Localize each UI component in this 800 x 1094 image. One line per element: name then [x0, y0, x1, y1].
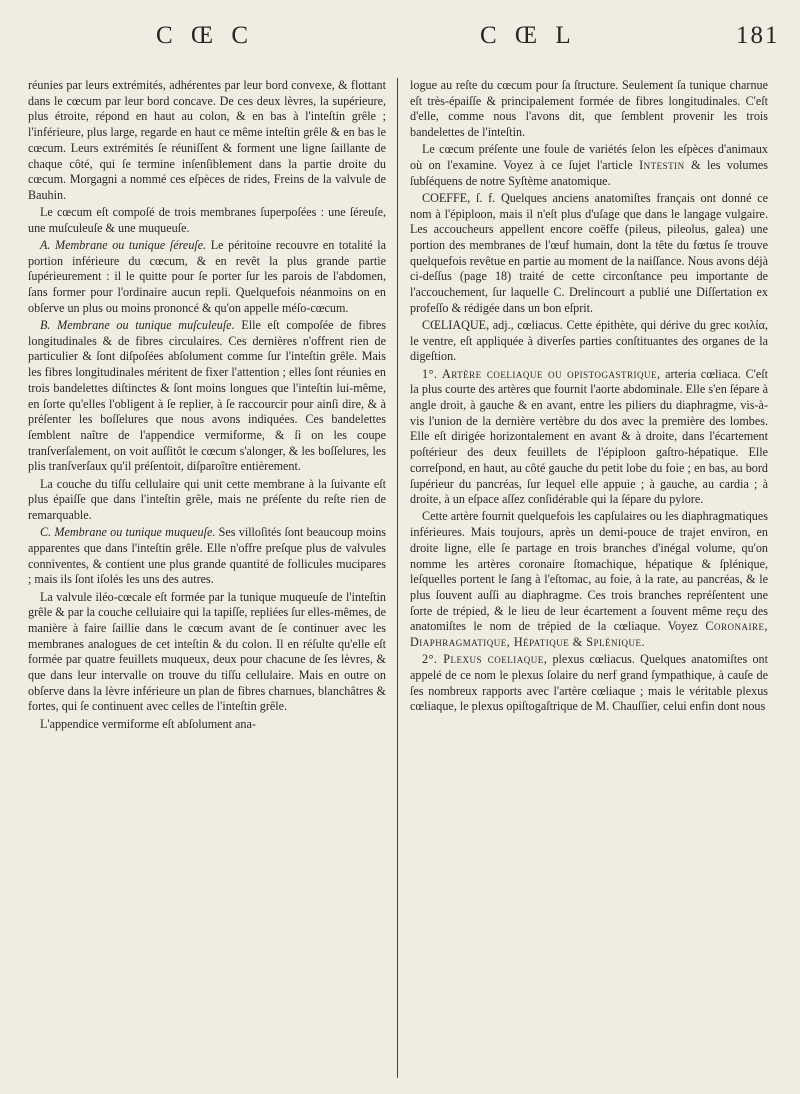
- paragraph-text: arteria cœliaca. C'eſt la plus courte des artères que fournit l'aorte abdominale. Elle s'en ſépare à angle droit, à gauche & en avant, entre les piliers du diaphragme, vis-à-vis l'union de la dernière vertèbre du dos avec la première des lombes. Elle eſt dirigée horizontalement en avant & à droite, dans l'écartement poſtérieur des deux feuillets de l'épiploon gaſtro-hépatique. Elle correſpond, en haut, au côté gauche du petit lobe du foie ; en bas, au bord ſupérieur du pancréas, ſur lequel elle appuie ; à gauche, au cardia ; à droite, à un eſpace aſſez conſidérable qui la ſépare du pylore.: [410, 366, 768, 507]
- column-divider: [397, 78, 398, 1078]
- subsection-label: B. Membrane ou tunique muſculeuſe.: [40, 318, 235, 333]
- paragraph: [28, 238, 386, 317]
- subsection-label: A. Membrane ou tunique ſéreuſe.: [40, 238, 207, 253]
- header-center-word: C Œ L: [480, 22, 577, 49]
- paragraph: [410, 367, 768, 508]
- page-number: 181: [736, 22, 780, 49]
- entry-text: , ſ. f. Quelques anciens anatomiſtes français ont donné ce nom à l'épiploon, mais il n'eſt plus d'uſage que dans le langage vulgaire. Les accoucheurs appellent encore coëffe (pileus, pileolus, galea) une portion des membranes de l'œuf humain, dont la tête du fœtus ſe trouve quelquefois revêtue en partie au moment de la naiſſance. Nous avons déjà ci-deſſus (page 18) traité de cette circonſtance peu importante de l'accouchement, ſur laquelle C. Drelincourt a publié une Diſſertation ex profeſſo & rédigée dans un bon eſprit.: [410, 190, 768, 315]
- entry-text: , adj., cœliacus. Cette épithète, qui dérive du grec κοιλία, le ventre, eſt appliquée à diverſes parties conſtituantes des organes de la digeſtion.: [410, 318, 768, 364]
- header-left-word: C Œ C: [156, 22, 255, 49]
- right-column: [410, 78, 768, 717]
- entry-coeffe: [410, 191, 768, 317]
- paragraph-text: plexus cœliacus. Quelques anatomiſtes ont appelé de ce nom le plexus ſolaire du nerf grand ſympathique, à cauſe de ſes nombreux rapports avec l'artère cœliaque ; mais le véritable plexus cœliaque, le plexus opiſtogaſtrique de M. Chauſſier, celui enfin dont nous: [410, 652, 768, 714]
- cross-reference: Intestin: [639, 158, 685, 173]
- paragraph-text: Ses villoſités ſont beaucoup moins apparentes que dans l'inteſtin grêle. Elle n'offre preſque plus de valvules conniventes, & contient une plus grande quantité de follicules mucipares ; mais ils ſont iſolés les uns des autres.: [28, 525, 386, 587]
- subsection-label: C. Membrane ou tunique muqueuſe.: [40, 525, 216, 540]
- entry-coeliaque: [410, 318, 768, 365]
- paragraph: [28, 318, 386, 475]
- entry-headword: CŒLIAQUE: [422, 318, 487, 333]
- paragraph: La valvule iléo-cœcale eſt formée par la tunique muqueuſe de l'inteſtin grêle & par la couche celluiaire qui la tapiſſe, repliées ſur elles-mêmes, de manière à faire ſaillie dans le cœcum avant de ſe continuer avec les membranes analogues de cet inteſtin & du colon. Il en réſulte qu'elle eſt formée par quatre feuillets muqueux, deux pour chacune de ſes lèvres, & que dans leur intervalle on trouve du tiſſu cellulaire. Mais en outre on obſerve dans la lèvre inférieure un plan de fibres charnues, blanchâtres & fortes, qui ſe continuent avec celles de l'inteſtin grêle.: [28, 589, 386, 714]
- paragraph-text: Cette artère fournit quelquefois les capſulaires ou les diaphragmatiques inférieures. Mais toujours, après un demi-pouce de trajet environ, en droite ligne, elle ſe partage en trois branches d'inégal volume, qu'on nomme les artères coronaire ſtomachique, hépatique & ſplénique, leſquelles portent le ſang à l'eſtomac, au foie, à la rate, au pancréas, & le plus ſouvent auſſi au diaphragme. Ces trois branches repréſentent une ſorte de trépied, & le lieu de leur écartement a ſouvent même reçu des anatomiſtes le nom de trépied de la cœliaque. Voyez: [410, 509, 768, 634]
- paragraph-text: Elle eſt compoſée de fibres longitudinales & de fibres circulaires. Ces dernières n'offrent rien de particulier & ſont diſpoſées abſolument comme ſur l'inteſtin grêle. Mais les fibres longitudinales méritent de fixer l'attention ; elles ſont réunies en trois bandelettes diſtinctes & ſont moins longues que l'inteſtin lui-même, en ſorte qu'elles l'obligent à ſe replier, à ſe raccourcir pour ainſi dire, & à préſenter les boſſelures que nous avons indiquées. Ces bandelettes ſemblent naître de l'appendice vermiforme, & ſi on les coupe tranſverſalement, on voit auſſitôt le cœcum s'alonger, & les boſſelures, les plis tranſverſaux qu'il préſentoit, diſparoître entièrement.: [28, 318, 387, 474]
- paragraph: [28, 525, 386, 588]
- subentry-heading: 1°. Artère coeliaque ou opistogastrique,: [422, 366, 661, 381]
- paragraph: Le cœcum eſt compoſé de trois membranes ſuperpoſées : une ſéreuſe, une muſculeuſe & une muqueuſe.: [28, 205, 386, 235]
- subentry-heading: 2°. Plexus coeliaque,: [422, 652, 548, 667]
- running-header: [0, 22, 800, 62]
- paragraph-text: Le cœcum préſente une foule de variétés ſelon les eſpèces d'animaux où on l'examine. Voyez à ce ſujet l'article: [410, 142, 768, 173]
- paragraph-text: Le péritoine recouvre en totalité la portion inférieure du cœcum, & en revêt la plus grande partie ſupérieurement : il le quitte pour ſe porter ſur les parois de l'abdomen, ſans former pour l'ordinaire aucun repli. Quelquefois néanmoins on en obſerve un plus ou moins prononcé & qu'on appelle méſo-cœcum.: [28, 238, 386, 315]
- paragraph: La couche du tiſſu cellulaire qui unit cette membrane à la ſuivante eſt plus épaiſſe que dans l'inteſtin grêle, mais ne préſente du reſte rien de remarquable.: [28, 476, 386, 522]
- paragraph: [410, 142, 768, 189]
- paragraph: logue au reſte du cœcum pour ſa ſtructure. Seulement ſa tunique charnue eſt très-épaiſſe & principalement formée de fibres longitudinales. C'eſt d'elle, comme nous l'avons dit, que ſemblent provenir les trois bandelettes de l'inteſtin.: [410, 78, 768, 140]
- left-column: [28, 78, 386, 734]
- paragraph: L'appendice vermiforme eſt abſolument ana-: [40, 716, 256, 731]
- entry-headword: COEFFE: [422, 190, 468, 205]
- paragraph: réunies par leurs extrémités, adhérentes par leur bord convexe, & flottant dans le cœcum par leur bord concave. De ces deux lèvres, la supérieure, plus étroite, répond en haut au colon, & en bas à l'inteſtin grêle ; l'inférieure, plus large, regarde en haut ce même inteſtin grêle & en bas le cœcum. Leurs extrémités ſe réuniſſent & forment une ligne ſaillante de chaque côté, qui ſe termine inſenſiblement dans la partie droite du cœcum. Morgagni a nommé ces eſpèces de rides, Freins de la valvule de Bauhin.: [28, 78, 386, 202]
- paragraph-text: & les volumes ſubſéquens de notre Syſtème anatomique.: [410, 158, 769, 188]
- paragraph: [410, 652, 768, 715]
- cross-reference: Coronaire, Diaphragmatique, Hépatique & Splénique.: [410, 619, 768, 650]
- paragraph: [410, 509, 768, 650]
